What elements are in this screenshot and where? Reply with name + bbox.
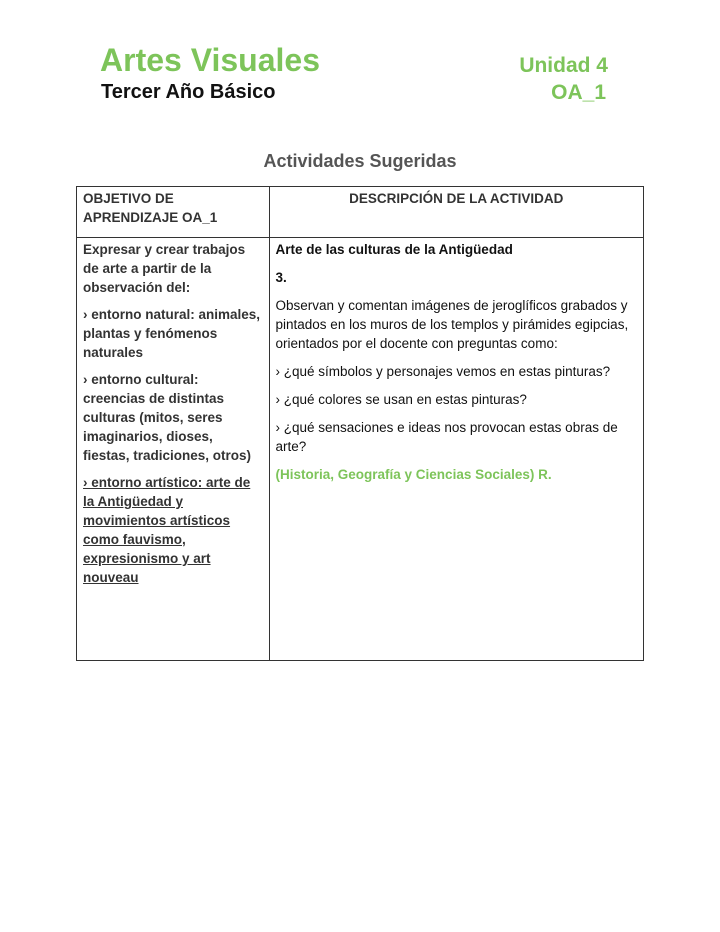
- objective-natural: › entorno natural: animales, plantas y fenómenos naturales: [83, 307, 261, 360]
- header-description-label: DESCRIPCIÓN DE LA ACTIVIDAD: [349, 191, 564, 206]
- question-item: › ¿qué símbolos y personajes vemos en estas pinturas?: [275, 364, 611, 379]
- objective-code: OA_1: [551, 81, 606, 104]
- unit-label: Unidad 4: [519, 54, 608, 77]
- document-title: Artes Visuales: [100, 42, 320, 78]
- objective-cell: [77, 238, 270, 661]
- header-objective-label: OBJETIVO DE APRENDIZAJE OA_1: [83, 191, 218, 225]
- question-item: › ¿qué colores se usan en estas pinturas?: [275, 392, 527, 407]
- description-cell: [269, 238, 643, 661]
- objective-artistic-text: › entorno artístico: arte de la Antigüedad y movimientos artísticos como fauvismo, expresionismo y art nouveau: [83, 475, 251, 585]
- table-header-row: [77, 187, 644, 238]
- table-row: [77, 238, 644, 661]
- section-title: Actividades Sugeridas: [263, 151, 457, 171]
- activity-title: Arte de las culturas de la Antigüedad: [275, 242, 513, 257]
- cross-reference: (Historia, Geografía y Ciencias Sociales) R.: [275, 467, 552, 482]
- objective-artistic: [83, 473, 263, 587]
- question-item: › ¿qué sensaciones e ideas nos provocan estas obras de arte?: [275, 420, 618, 454]
- grade-level: Tercer Año Básico: [101, 81, 276, 103]
- activity-number: 3.: [275, 270, 287, 285]
- objective-intro: Expresar y crear trabajos de arte a partir de la observación del:: [83, 242, 246, 295]
- activities-table: [76, 186, 644, 661]
- header-cell-objective: [77, 187, 270, 238]
- activity-description: Observan y comentan imágenes de jeroglíficos grabados y pintados en los muros de los templos y pirámides egipcias, orientados por el docente con preguntas como:: [275, 298, 629, 351]
- objective-cultural: › entorno cultural: creencias de distintas culturas (mitos, seres imaginarios, dioses, fiestas, tradiciones, otros): [83, 372, 252, 463]
- header-cell-description: [269, 187, 643, 238]
